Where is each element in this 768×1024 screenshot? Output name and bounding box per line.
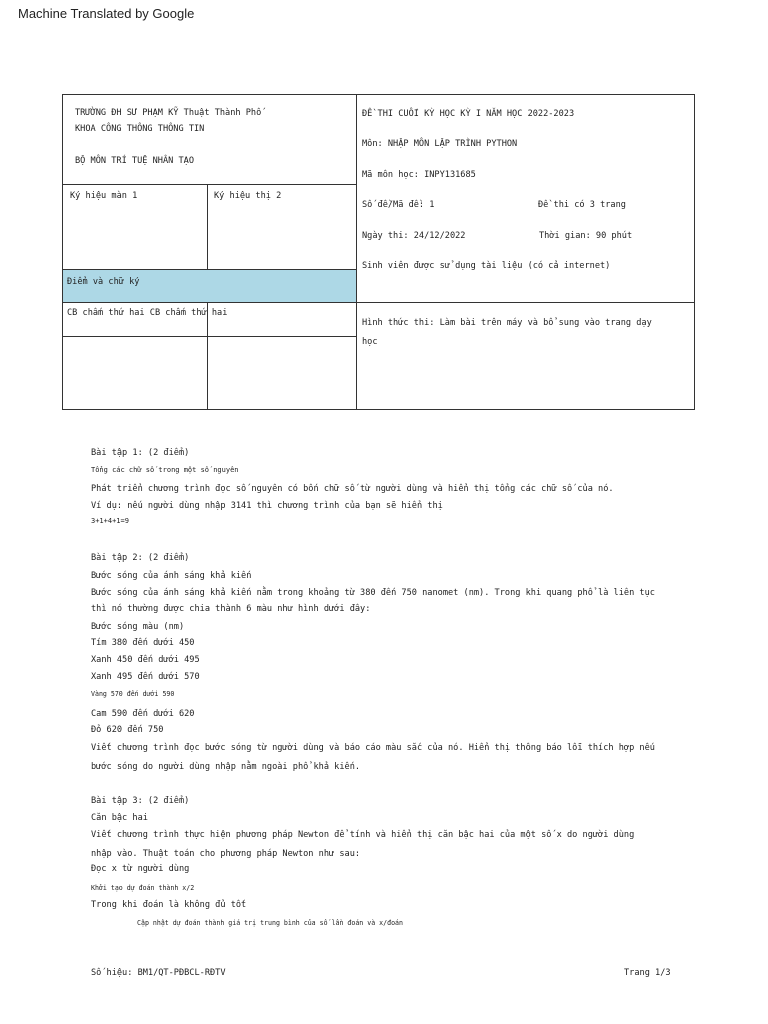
ex2-color-row: Đỏ 620 đến 750 — [91, 725, 164, 735]
school-name: TRƯỜNG ĐH SƯ PHẠM KỸ Thuật Thành Phố — [75, 108, 262, 118]
page-number: Trang 1/3 — [624, 968, 671, 978]
materials-note: Sinh viên được sử dụng tài liệu (có cả internet) — [362, 261, 611, 271]
sign-cell-divider-top — [207, 184, 208, 270]
ex2-table-header: Bước sóng màu (nm) — [91, 622, 185, 632]
ex3-step-3: Trong khi đoán là không đủ tốt — [91, 900, 247, 910]
header-right-divider — [356, 302, 695, 303]
header-left-divider-3 — [62, 302, 356, 303]
header-left-divider-1 — [62, 184, 356, 185]
score-sign-label: Điểm và chữ ký — [67, 277, 140, 287]
exam-format-line1: Hình thức thi: Làm bài trên máy và bổ sung vào trang dạy — [362, 318, 652, 328]
ex2-color-row: Cam 590 đến dưới 620 — [91, 709, 195, 719]
course-code: Mã môn học: INPY131685 — [362, 170, 476, 180]
header-center-divider — [356, 94, 357, 410]
header-left-divider-4 — [62, 336, 356, 337]
document-code: Số hiệu: BM1/QT-PĐBCL-RĐTV — [91, 968, 226, 978]
ex2-description-1: Bước sóng của ánh sáng khả kiến nằm trong khoảng từ 380 đến 750 nanomet (nm). Trong khi quang phổ là liên tục — [91, 588, 655, 598]
ex3-description-2: nhập vào. Thuật toán cho phương pháp Newton như sau: — [91, 849, 361, 859]
sign-cell-divider-bottom — [207, 302, 208, 410]
ex3-description-1: Viết chương trình thực hiện phương pháp Newton để tính và hiển thị căn bậc hai của một số x do người dùng — [91, 830, 635, 840]
ex3-step-2: Khởi tạo dự đoán thành x/2 — [91, 884, 195, 892]
ex3-step-4: Cập nhật dự đoán thành giá trị trung bình của số lần đoán và x/đoán — [137, 919, 403, 927]
ex2-color-row: Xanh 495 đến dưới 570 — [91, 672, 200, 682]
subject: Môn: NHẬP MÔN LẬP TRÌNH PYTHON — [362, 139, 518, 149]
faculty-name: KHOA CÔNG THÔNG THÔNG TIN — [75, 124, 205, 134]
exam-title: ĐỀ THI CUỐI KỲ HỌC KỲ I NĂM HỌC 2022-2023 — [362, 109, 575, 119]
ex2-color-row: Xanh 450 đến dưới 495 — [91, 655, 200, 665]
ex2-color-row: Tím 380 đến dưới 450 — [91, 638, 195, 648]
ex2-color-row: Vàng 570 đến dưới 590 — [91, 690, 175, 698]
sign-label-1: Ký hiệu màn 1 — [70, 191, 138, 201]
ex1-subtitle: Tổng các chữ số trong một số nguyên — [91, 466, 239, 474]
ex3-subtitle: Căn bậc hai — [91, 813, 148, 823]
ex3-step-1: Đọc x từ người dùng — [91, 864, 190, 874]
ex2-subtitle: Bước sóng của ánh sáng khả kiến — [91, 571, 252, 581]
department-name: BỘ MÔN TRÍ TUỆ NHÂN TẠO — [75, 156, 194, 166]
header-left-divider-2 — [62, 269, 356, 270]
graders-label: CB chấm thứ hai CB chấm thứ hai — [67, 308, 228, 318]
machine-translation-banner: Machine Translated by Google — [18, 6, 195, 21]
exam-duration: Thời gian: 90 phút — [539, 231, 633, 241]
ex1-result: 3+1+4+1=9 — [91, 517, 129, 525]
ex1-description: Phát triển chương trình đọc số nguyên có bốn chữ số từ người dùng và hiển thị tổng các chữ số của nó. — [91, 484, 614, 494]
exam-number: Số đề/Mã đề: 1 — [362, 200, 435, 210]
sign-label-2: Ký hiệu thị 2 — [214, 191, 282, 201]
ex2-description-2: thì nó thường được chia thành 6 màu như hình dưới đây: — [91, 604, 371, 614]
ex2-task-2: bước sóng do người dùng nhập nằm ngoài phổ khả kiến. — [91, 762, 361, 772]
exam-header-table — [62, 94, 695, 410]
ex2-title: Bài tập 2: (2 điểm) — [91, 553, 190, 563]
ex1-example: Ví dụ: nếu người dùng nhập 3141 thì chương trình của bạn sẽ hiển thị — [91, 501, 443, 511]
ex3-title: Bài tập 3: (2 điểm) — [91, 796, 190, 806]
ex1-title: Bài tập 1: (2 điểm) — [91, 448, 190, 458]
page-count: Đề thi có 3 trang — [538, 200, 626, 210]
exam-format-line2: học — [362, 337, 378, 347]
ex2-task-1: Viết chương trình đọc bước sóng từ người dùng và báo cáo màu sắc của nó. Hiển thị thông báo lỗi thích hợp nếu — [91, 743, 655, 753]
exam-date: Ngày thi: 24/12/2022 — [362, 231, 466, 241]
